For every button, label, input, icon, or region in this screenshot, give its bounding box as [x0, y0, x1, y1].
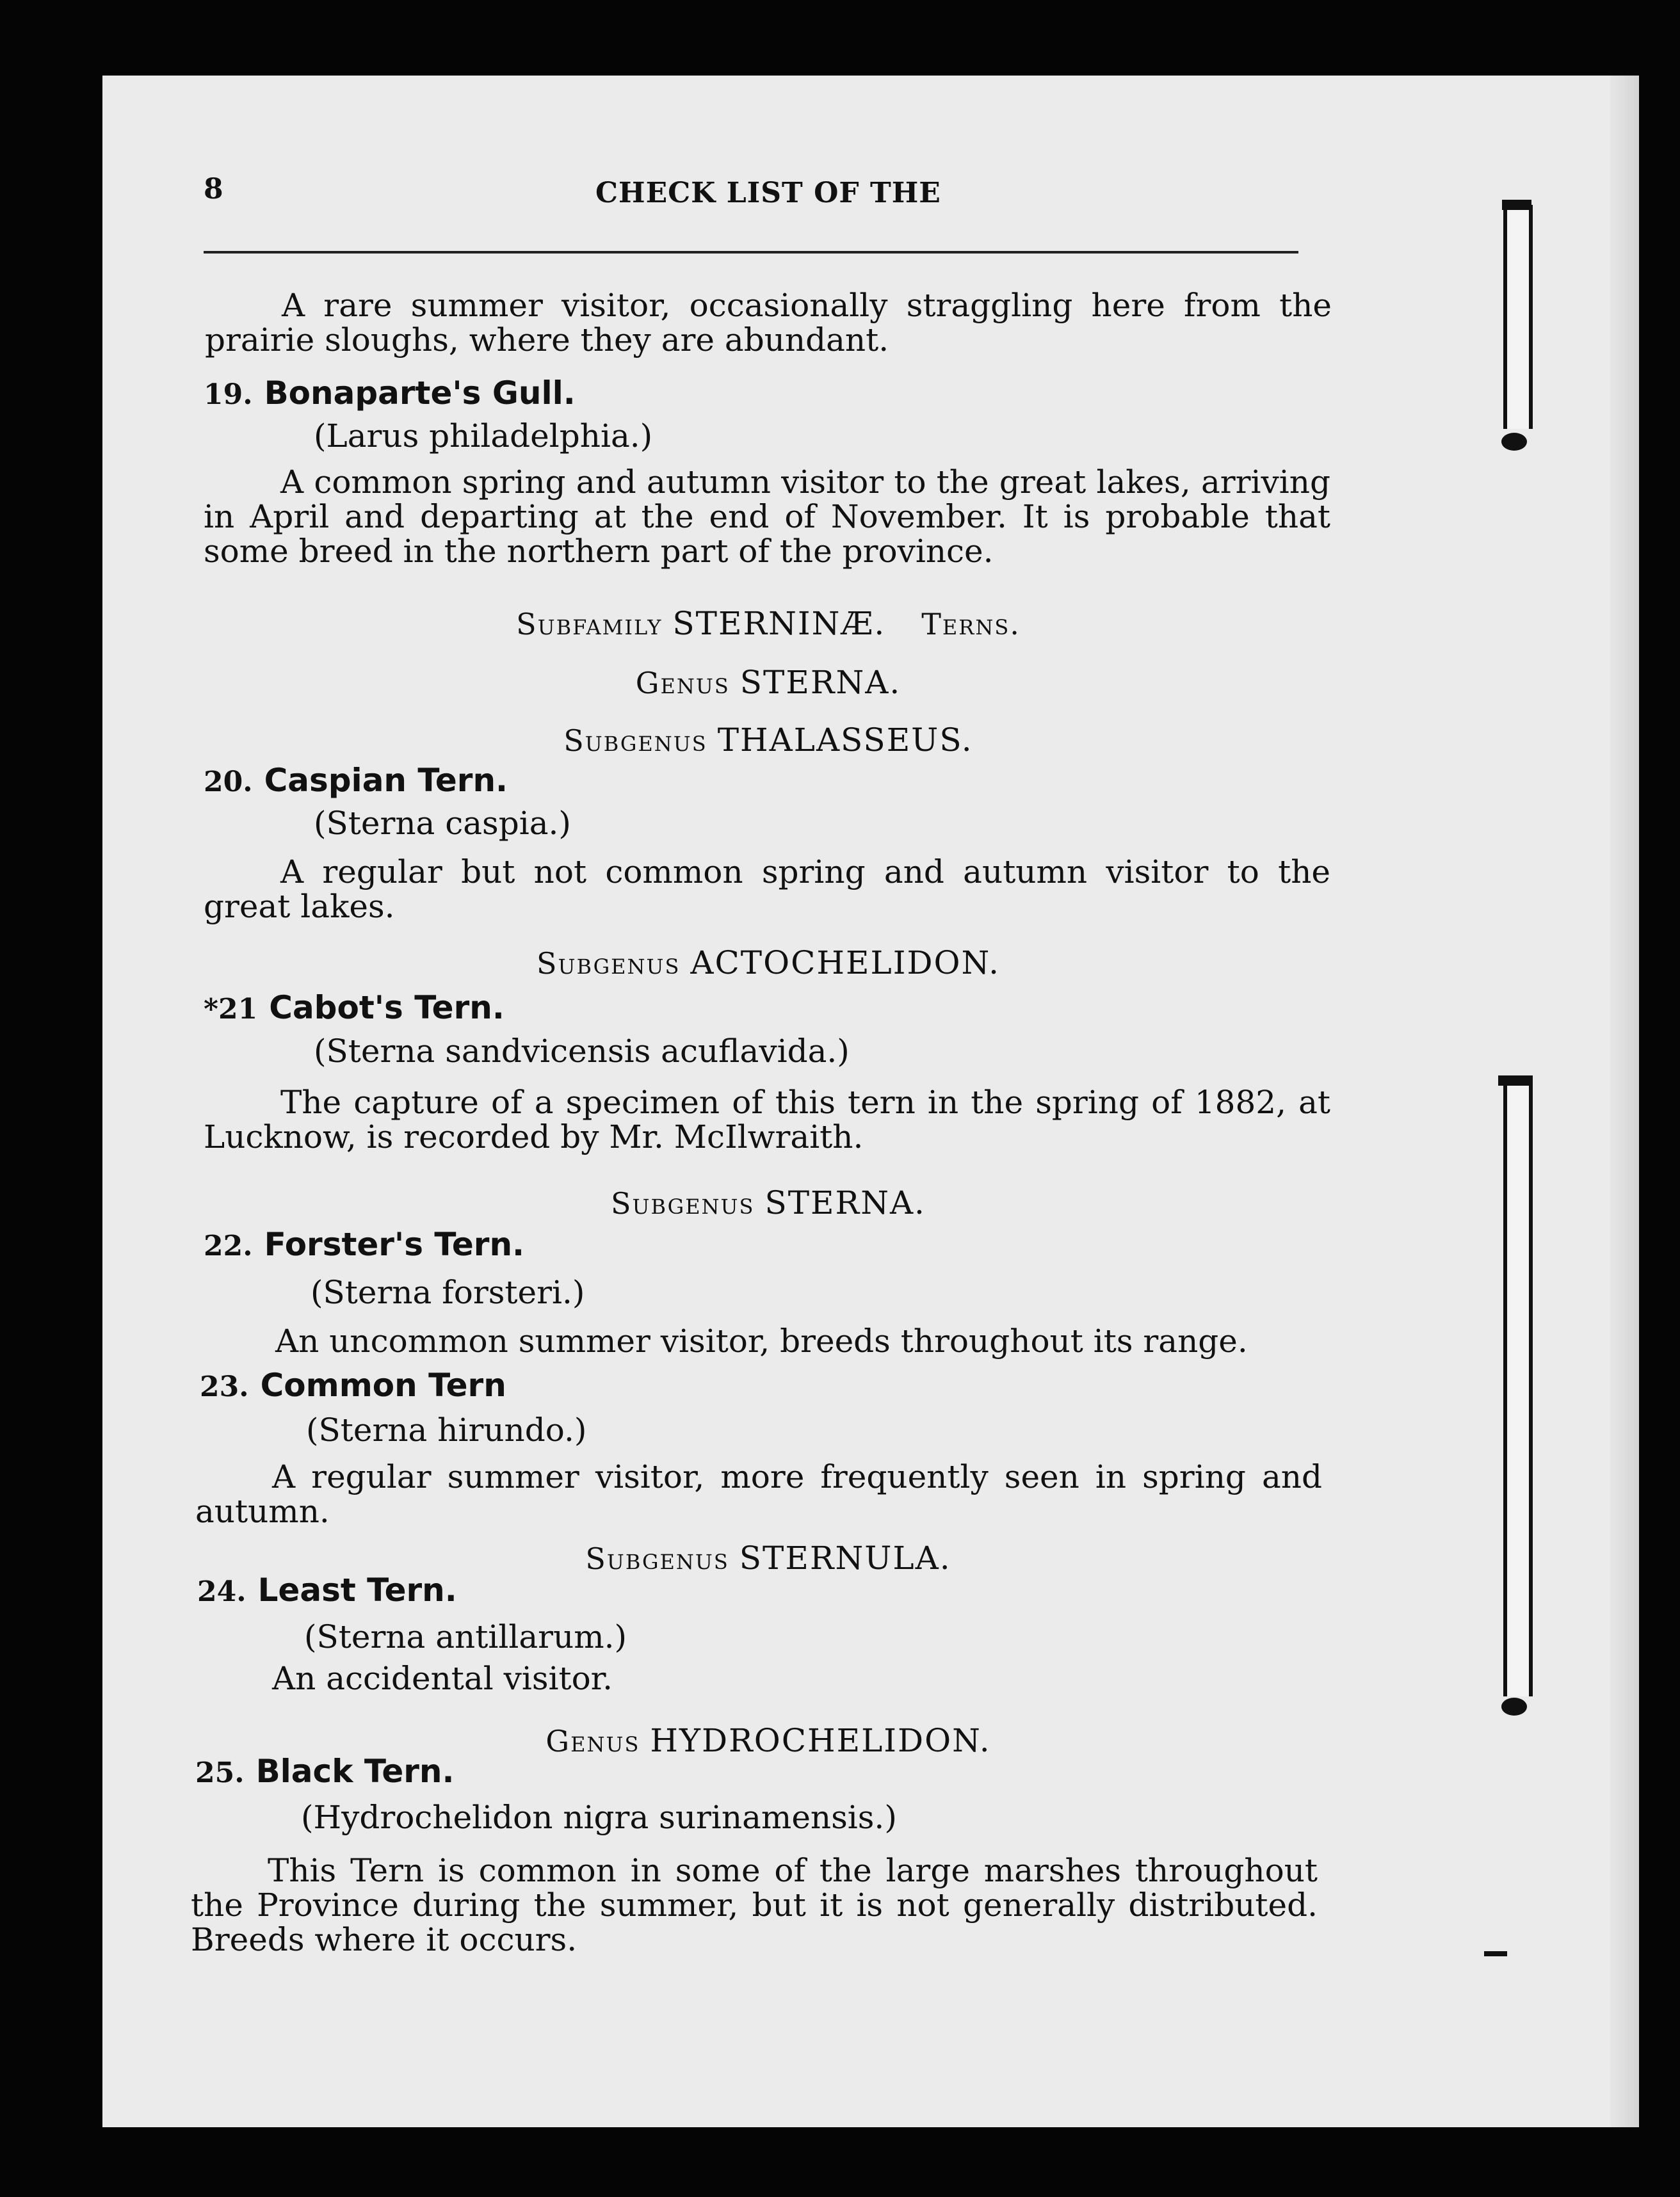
species-entry-21	[204, 989, 505, 1026]
species-description: An uncommon summer visitor, breeds throughout its range.	[275, 1323, 1248, 1360]
species-description: An accidental visitor.	[272, 1660, 613, 1697]
subgenus-heading: Subgenus ACTOCHELIDON.	[537, 944, 1000, 981]
species-name: Forster's Tern.	[264, 1226, 525, 1263]
page-number: 8	[204, 173, 223, 205]
binding-clip	[1503, 1082, 1533, 1696]
species-entry-23	[200, 1367, 506, 1404]
scientific-name: (Larus philadelphia.)	[314, 417, 653, 455]
entry-number: 19.	[204, 378, 253, 411]
species-entry-19	[204, 374, 576, 412]
running-header: CHECK LIST OF THE	[595, 177, 941, 209]
species-entry-24	[197, 1572, 457, 1609]
clip-cap	[1498, 1075, 1533, 1086]
subgenus-heading: Subgenus THALASSEUS.	[563, 721, 973, 759]
entry-number: *21	[204, 993, 258, 1026]
species-description: A regular summer visitor, more frequently seen in spring and autumn.	[195, 1458, 1322, 1530]
species-name: Caspian Tern.	[264, 762, 508, 799]
species-entry-25	[195, 1753, 454, 1790]
species-name: Common Tern	[260, 1367, 506, 1404]
genus-heading: Genus HYDROCHELIDON.	[545, 1722, 991, 1759]
scientific-name: (Sterna sandvicensis acuflavida.)	[314, 1033, 850, 1070]
margin-mark	[1484, 1951, 1507, 1956]
entry-number: 25.	[195, 1757, 245, 1789]
clip-foot	[1501, 433, 1527, 451]
intro-paragraph: A rare summer visitor, occasionally straggling here from the prairie sloughs, where they are abundant.	[205, 287, 1332, 358]
species-name: Cabot's Tern.	[269, 989, 505, 1026]
header-rule	[204, 251, 1298, 254]
entry-number: 23.	[200, 1371, 249, 1403]
scientific-name: (Sterna forsteri.)	[311, 1274, 585, 1311]
scientific-name: (Hydrochelidon nigra surinamensis.)	[301, 1799, 897, 1836]
species-name: Least Tern.	[257, 1572, 457, 1609]
page-edge	[1610, 76, 1639, 2127]
species-name: Black Tern.	[255, 1753, 455, 1790]
species-description: A common spring and autumn visitor to the great lakes, arriving in April and departing at the end of November. It is probable that some breed in the northern part of the province.	[204, 463, 1330, 570]
scientific-name: (Sterna hirundo.)	[306, 1412, 587, 1449]
subgenus-heading: Subgenus STERNA.	[611, 1184, 926, 1221]
subfamily-heading: Subfamily STERNINÆ. Terns.	[516, 605, 1021, 642]
entry-number: 22.	[204, 1230, 253, 1262]
species-name: Bonaparte's Gull.	[264, 374, 576, 412]
species-description: The capture of a specimen of this tern in the spring of 1882, at Lucknow, is recorded by Mr. McIlwraith.	[204, 1084, 1330, 1155]
scientific-name: (Sterna antillarum.)	[304, 1618, 627, 1655]
subgenus-heading: Subgenus STERNULA.	[585, 1540, 951, 1577]
clip-foot	[1501, 1698, 1527, 1716]
entry-number: 24.	[197, 1575, 246, 1608]
species-entry-20	[204, 762, 508, 799]
species-description: A regular but not common spring and autumn visitor to the great lakes.	[204, 853, 1330, 925]
genus-heading: Genus STERNA.	[635, 664, 901, 701]
scientific-name: (Sterna caspia.)	[314, 805, 571, 842]
species-description: This Tern is common in some of the large marshes throughout the Province during the summer, but it is not generally distributed. Breeds where it occurs.	[191, 1852, 1318, 1958]
entry-number: 20.	[204, 766, 253, 798]
species-entry-22	[204, 1226, 524, 1263]
binding-clip	[1503, 205, 1533, 429]
clip-cap	[1502, 200, 1531, 210]
